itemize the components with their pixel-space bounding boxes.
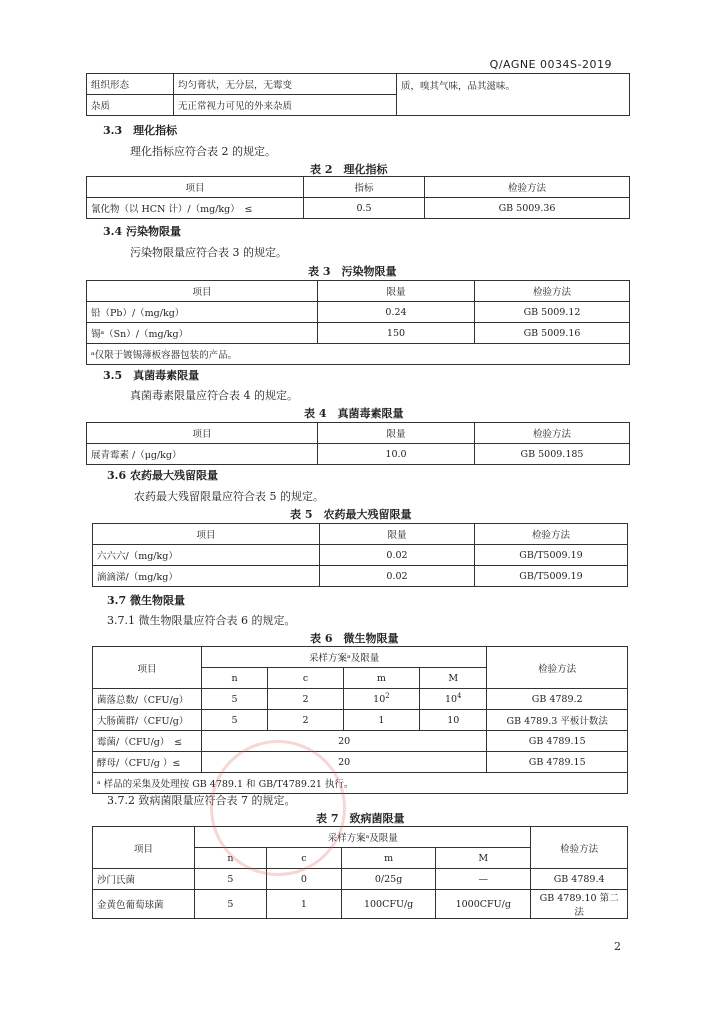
table-cell: 锡ᵃ（Sn）/（mg/kg） [87,323,318,344]
table-4 [86,422,630,465]
table-header-row [93,524,628,545]
header-cell: 检验方法 [531,827,628,869]
header-cell: 指标 [304,177,425,198]
header-cell: 项目 [87,423,318,444]
table-header-row [87,281,630,302]
table-cell: 0.02 [320,545,475,566]
table-cell: 2 [268,689,344,710]
table-7 [92,826,628,919]
table-caption: 表 5 农药最大残留限量 [290,508,412,521]
header-cell: 限量 [318,281,475,302]
table-row [93,869,628,890]
header-cell: c [266,848,341,869]
table-cell: 沙门氏菌 [93,869,195,890]
table-cell: 1 [343,710,419,731]
table-cell: 六六六/（mg/kg） [93,545,320,566]
table-cell: 10 [420,710,487,731]
header-cell: 项目 [87,281,318,302]
header-cell: 限量 [320,524,475,545]
header-cell: 检验方法 [475,423,630,444]
m-exponent: 2 [385,692,390,701]
table-cell: GB 5009.36 [425,198,630,219]
table-cell: 150 [318,323,475,344]
table-cell: 杂质 [87,95,174,116]
table-cell: 氰化物（以 HCN 计）/（mg/kg） ≤ [87,198,304,219]
section-text: 理化指标应符合表 2 的规定。 [130,145,276,158]
section-heading: 3.3 理化指标 [103,124,178,137]
table-header-row [87,177,630,198]
header-cell: 检验方法 [475,524,628,545]
table-row [87,323,630,344]
table-caption: 表 6 微生物限量 [310,632,399,645]
table-cell: 5 [195,869,267,890]
section-text: 真菌毒素限量应符合表 4 的规定。 [130,389,298,402]
table-cell: 1 [266,890,341,919]
table-cell: 均匀膏状，无分层，无霉变 [174,74,397,95]
table-cell: 酵母/（CFU/g ）≤ [93,752,202,773]
table-5 [92,523,628,587]
edge-seal-fragment [708,330,724,410]
header-cell: n [195,848,267,869]
table-cell: 0.02 [320,566,475,587]
table-caption: 表 2 理化指标 [310,163,388,176]
table-row [93,566,628,587]
table-2 [86,176,630,219]
table-row [87,198,630,219]
table-cell: 20 [201,731,486,752]
table-cell: GB 5009.185 [475,444,630,465]
table-note: ᵃ仅限于镀锡薄板容器包装的产品。 [87,344,630,365]
sensory-table-continuation [86,73,630,116]
table-cell: 无正常视力可见的外来杂质 [174,95,397,116]
table-cell: 100CFU/g [341,890,435,919]
table-note-row [93,773,628,794]
section-heading: 3.7 微生物限量 [107,594,185,607]
header-cell: 检验方法 [425,177,630,198]
table-header-row [93,647,628,668]
table-cell: 组织形态 [87,74,174,95]
document-code: Q/AGNE 0034S-2019 [489,58,612,71]
table-cell: GB 4789.3 平板计数法 [487,710,628,731]
table-cell: 菌落总数/（CFU/g） [93,689,202,710]
table-cell: GB 4789.15 [487,752,628,773]
table-cell: GB 4789.2 [487,689,628,710]
M-base: 10 [444,694,458,706]
m-base: 10 [373,694,386,706]
table-row [93,752,628,773]
table-cell: 5 [201,710,267,731]
table-cell: 大肠菌群/（CFU/g） [93,710,202,731]
header-cell: c [268,668,344,689]
header-cell: 项目 [93,827,195,869]
table-cell: 20 [201,752,486,773]
header-cell: M [436,848,531,869]
section-heading: 3.6 农药最大残留限量 [107,469,218,482]
section-text: 污染物限量应符合表 3 的规定。 [130,246,287,259]
header-cell: 项目 [93,647,202,689]
table-row [93,545,628,566]
table-cell: GB 4789.4 [531,869,628,890]
table-cell: GB 5009.16 [475,323,630,344]
table-cell: 质，嗅其气味，品其滋味。 [397,74,630,116]
table-cell: 霉菌/（CFU/g） ≤ [93,731,202,752]
table-cell: GB/T5009.19 [475,545,628,566]
official-seal-stamp [210,740,346,876]
table-6 [92,646,628,794]
table-caption: 表 7 致病菌限量 [316,812,405,825]
table-cell: 2 [268,710,344,731]
table-header-row [87,423,630,444]
table-cell [420,689,487,710]
table-cell: 0 [266,869,341,890]
header-cell: 限量 [318,423,475,444]
table-cell: 0/25g [341,869,435,890]
table-row [87,444,630,465]
header-cell: n [201,668,267,689]
table-caption: 表 3 污染物限量 [308,265,397,278]
table-cell: 5 [201,689,267,710]
header-cell: 采样方案ᵃ及限量 [201,647,486,668]
header-cell: M [420,668,487,689]
section-text: 3.7.2 致病菌限量应符合表 7 的规定。 [107,794,296,807]
table-row [93,731,628,752]
table-cell: 展青霉素 /（μg/kg） [87,444,318,465]
table-note-row [87,344,630,365]
table-cell: 10.0 [318,444,475,465]
table-cell: GB/T5009.19 [475,566,628,587]
header-cell: 检验方法 [487,647,628,689]
header-cell: m [343,668,419,689]
section-heading: 3.5 真菌毒素限量 [103,369,200,382]
table-cell: 0.24 [318,302,475,323]
table-3 [86,280,630,365]
table-row [93,689,628,710]
table-cell: 0.5 [304,198,425,219]
section-text: 农药最大残留限量应符合表 5 的规定。 [134,490,324,503]
table-cell: GB 4789.15 [487,731,628,752]
table-caption: 表 4 真菌毒素限量 [304,407,404,420]
table-cell: 滴滴涕/（mg/kg） [93,566,320,587]
header-cell: 项目 [87,177,304,198]
table-row [87,74,630,95]
table-cell [343,689,419,710]
page-number: 2 [614,940,621,953]
section-heading: 3.4 污染物限量 [103,225,181,238]
header-cell: 检验方法 [475,281,630,302]
table-cell: 金黄色葡萄球菌 [93,890,195,919]
table-cell: 铅（Pb）/（mg/kg） [87,302,318,323]
section-text: 3.7.1 微生物限量应符合表 6 的规定。 [107,614,296,627]
table-note: ᵃ 样品的采集及处理按 GB 4789.1 和 GB/T4789.21 执行。 [93,773,628,794]
table-row [87,302,630,323]
header-cell: 采样方案ᵃ及限量 [195,827,531,848]
M-exponent: 4 [457,692,462,701]
table-cell: GB 5009.12 [475,302,630,323]
table-cell: 5 [195,890,267,919]
table-row [93,890,628,919]
header-cell: m [341,848,435,869]
table-cell: — [436,869,531,890]
table-cell: GB 4789.10 第二法 [531,890,628,919]
table-header-row [93,827,628,848]
header-cell: 项目 [93,524,320,545]
table-cell: 1000CFU/g [436,890,531,919]
table-row [93,710,628,731]
